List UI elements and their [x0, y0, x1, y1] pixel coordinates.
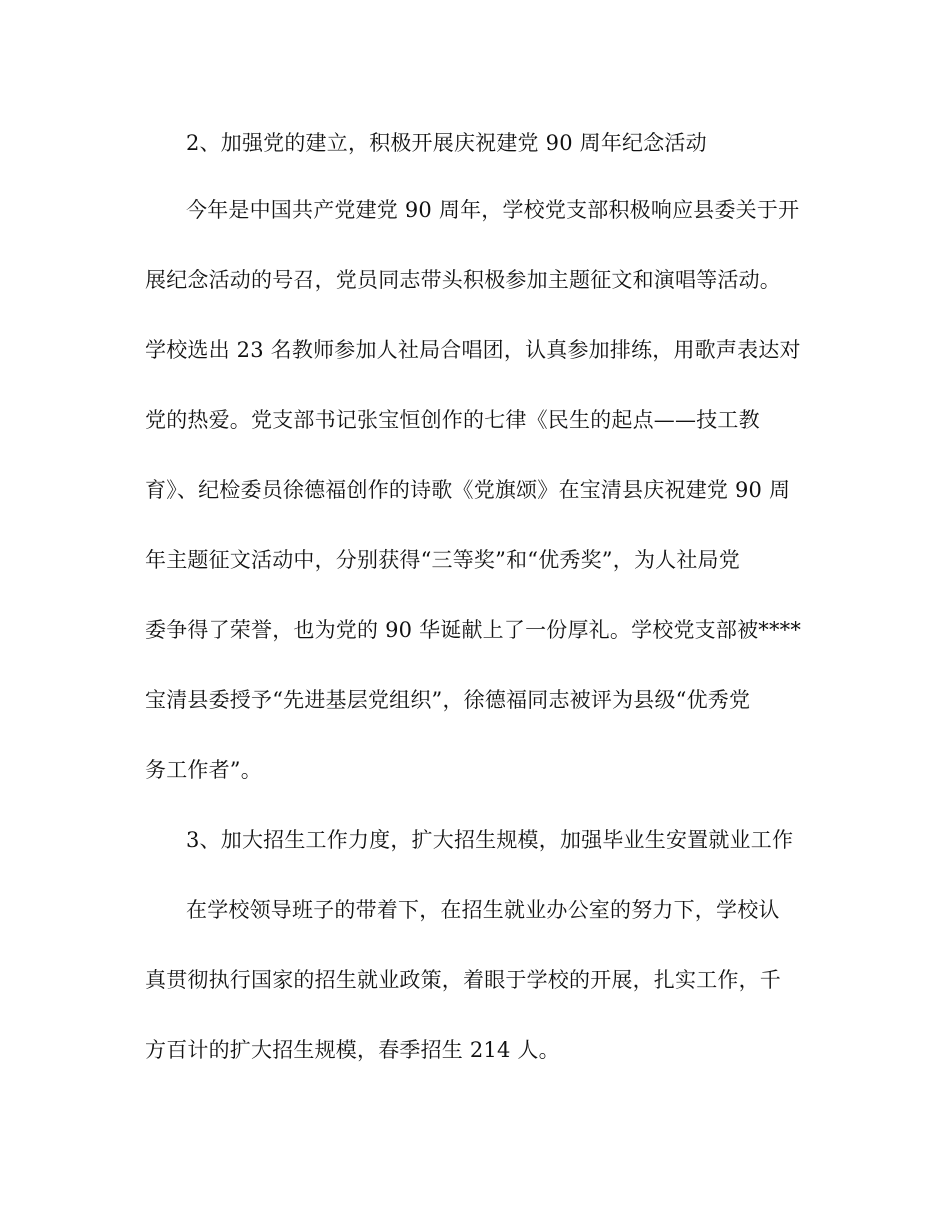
paragraph-line: 学校选出 23 名教师参加人社局合唱团，认真参加排练，用歌声表达对 [145, 338, 801, 362]
paragraph-line: 展纪念活动的号召，党员同志带头积极参加主题征文和演唱等活动。 [145, 268, 781, 292]
paragraph-line: 在学校领导班子的带着下，在招生就业办公室的努力下，学校认 [186, 898, 780, 922]
section-3-heading: 3、加大招生工作力度，扩大招生规模，加强毕业生安置就业工作 [186, 828, 794, 852]
paragraph-line: 真贯彻执行国家的招生就业政策，着眼于学校的开展，扎实工作，千 [145, 968, 781, 992]
paragraph-line: 今年是中国共产党建党 90 周年，学校党支部积极响应县委关于开 [186, 198, 800, 222]
paragraph-line: 方百计的扩大招生规模，春季招生 214 人。 [145, 1038, 560, 1062]
paragraph-line: 党的热爱。党支部书记张宝恒创作的七律《民生的起点——技工教 [145, 408, 760, 432]
paragraph-line: 委争得了荣誉，也为党的 90 华诞献上了一份厚礼。学校党支部被**** [145, 618, 802, 642]
section-2-heading: 2、加强党的建立，积极开展庆祝建党 90 周年纪念活动 [186, 131, 707, 155]
paragraph-line: 年主题征文活动中，分别获得“三等奖”和“优秀奖”，为人社局党 [145, 548, 740, 572]
paragraph-line: 育》、纪检委员徐德福创作的诗歌《党旗颂》在宝清县庆祝建党 90 周 [145, 478, 791, 502]
paragraph-line: 务工作者”。 [145, 758, 262, 782]
paragraph-line: 宝清县委授予“先进基层党组织”，徐德福同志被评为县级“优秀党 [145, 688, 751, 712]
